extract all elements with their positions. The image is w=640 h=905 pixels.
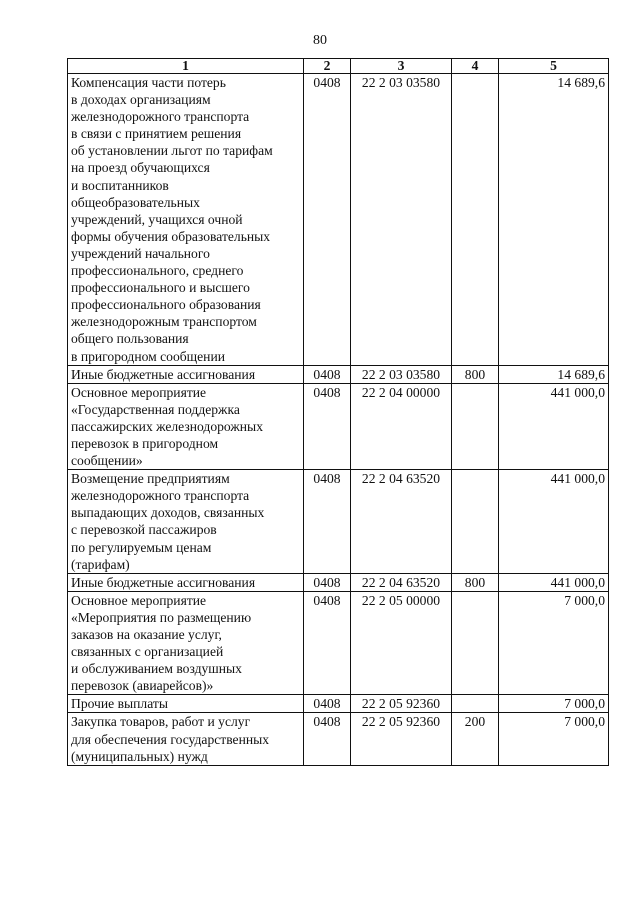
row-amount: 7 000,0 bbox=[499, 591, 609, 695]
row-name: Иные бюджетные ассигнования bbox=[68, 365, 304, 383]
row-name: Основное мероприятие «Мероприятия по размещению заказов на оказание услуг, связанных с организацией и обслуживанием воздушных перевозок (авиарейсов)» bbox=[68, 591, 304, 695]
row-section: 0408 bbox=[304, 470, 351, 574]
row-code: 22 2 04 00000 bbox=[351, 383, 452, 469]
row-section: 0408 bbox=[304, 591, 351, 695]
row-amount: 14 689,6 bbox=[499, 74, 609, 366]
row-type: 200 bbox=[452, 713, 499, 765]
row-section: 0408 bbox=[304, 365, 351, 383]
row-amount: 441 000,0 bbox=[499, 573, 609, 591]
row-amount: 441 000,0 bbox=[499, 383, 609, 469]
row-code: 22 2 05 92360 bbox=[351, 695, 452, 713]
table-row bbox=[68, 74, 609, 366]
header-row bbox=[68, 59, 609, 74]
row-name: Прочие выплаты bbox=[68, 695, 304, 713]
header-col-4: 4 bbox=[452, 59, 499, 74]
table-row bbox=[68, 695, 609, 713]
header-col-3: 3 bbox=[351, 59, 452, 74]
row-name: Иные бюджетные ассигнования bbox=[68, 573, 304, 591]
row-code: 22 2 04 63520 bbox=[351, 573, 452, 591]
row-name: Компенсация части потерь в доходах организациям железнодорожного транспорта в связи с принятием решения об установлении льгот по тарифам на проезд обучающихся и воспитанников общеобразовательных учреждений, учащихся очной формы обучения образовательных учреждений начального профессионального, среднего профессионального и высшего профессионального образования железнодорожным транспортом общего пользования в пригородном сообщении bbox=[68, 74, 304, 366]
header-col-5: 5 bbox=[499, 59, 609, 74]
row-name: Закупка товаров, работ и услуг для обеспечения государственных (муниципальных) нужд bbox=[68, 713, 304, 765]
table-row bbox=[68, 365, 609, 383]
budget-table bbox=[67, 58, 609, 766]
table-row bbox=[68, 591, 609, 695]
row-type bbox=[452, 695, 499, 713]
page-number: 80 bbox=[313, 33, 327, 48]
row-type: 800 bbox=[452, 365, 499, 383]
row-section: 0408 bbox=[304, 713, 351, 765]
table-row bbox=[68, 470, 609, 574]
row-amount: 7 000,0 bbox=[499, 695, 609, 713]
row-name: Основное мероприятие «Государственная поддержка пассажирских железнодорожных перевозок в пригородном сообщении» bbox=[68, 383, 304, 469]
row-type bbox=[452, 591, 499, 695]
row-type bbox=[452, 74, 499, 366]
table-row bbox=[68, 713, 609, 765]
header-col-2: 2 bbox=[304, 59, 351, 74]
table-row bbox=[68, 573, 609, 591]
row-type bbox=[452, 470, 499, 574]
row-section: 0408 bbox=[304, 573, 351, 591]
row-section: 0408 bbox=[304, 695, 351, 713]
row-amount: 14 689,6 bbox=[499, 365, 609, 383]
row-type bbox=[452, 383, 499, 469]
row-section: 0408 bbox=[304, 383, 351, 469]
row-amount: 441 000,0 bbox=[499, 470, 609, 574]
row-section: 0408 bbox=[304, 74, 351, 366]
row-code: 22 2 05 92360 bbox=[351, 713, 452, 765]
row-code: 22 2 03 03580 bbox=[351, 74, 452, 366]
row-type: 800 bbox=[452, 573, 499, 591]
row-amount: 7 000,0 bbox=[499, 713, 609, 765]
row-code: 22 2 04 63520 bbox=[351, 470, 452, 574]
header-col-1: 1 bbox=[68, 59, 304, 74]
table-row bbox=[68, 383, 609, 469]
row-name: Возмещение предприятиям железнодорожного транспорта выпадающих доходов, связанных с перевозкой пассажиров по регулируемым ценам (тарифам) bbox=[68, 470, 304, 574]
row-code: 22 2 05 00000 bbox=[351, 591, 452, 695]
row-code: 22 2 03 03580 bbox=[351, 365, 452, 383]
